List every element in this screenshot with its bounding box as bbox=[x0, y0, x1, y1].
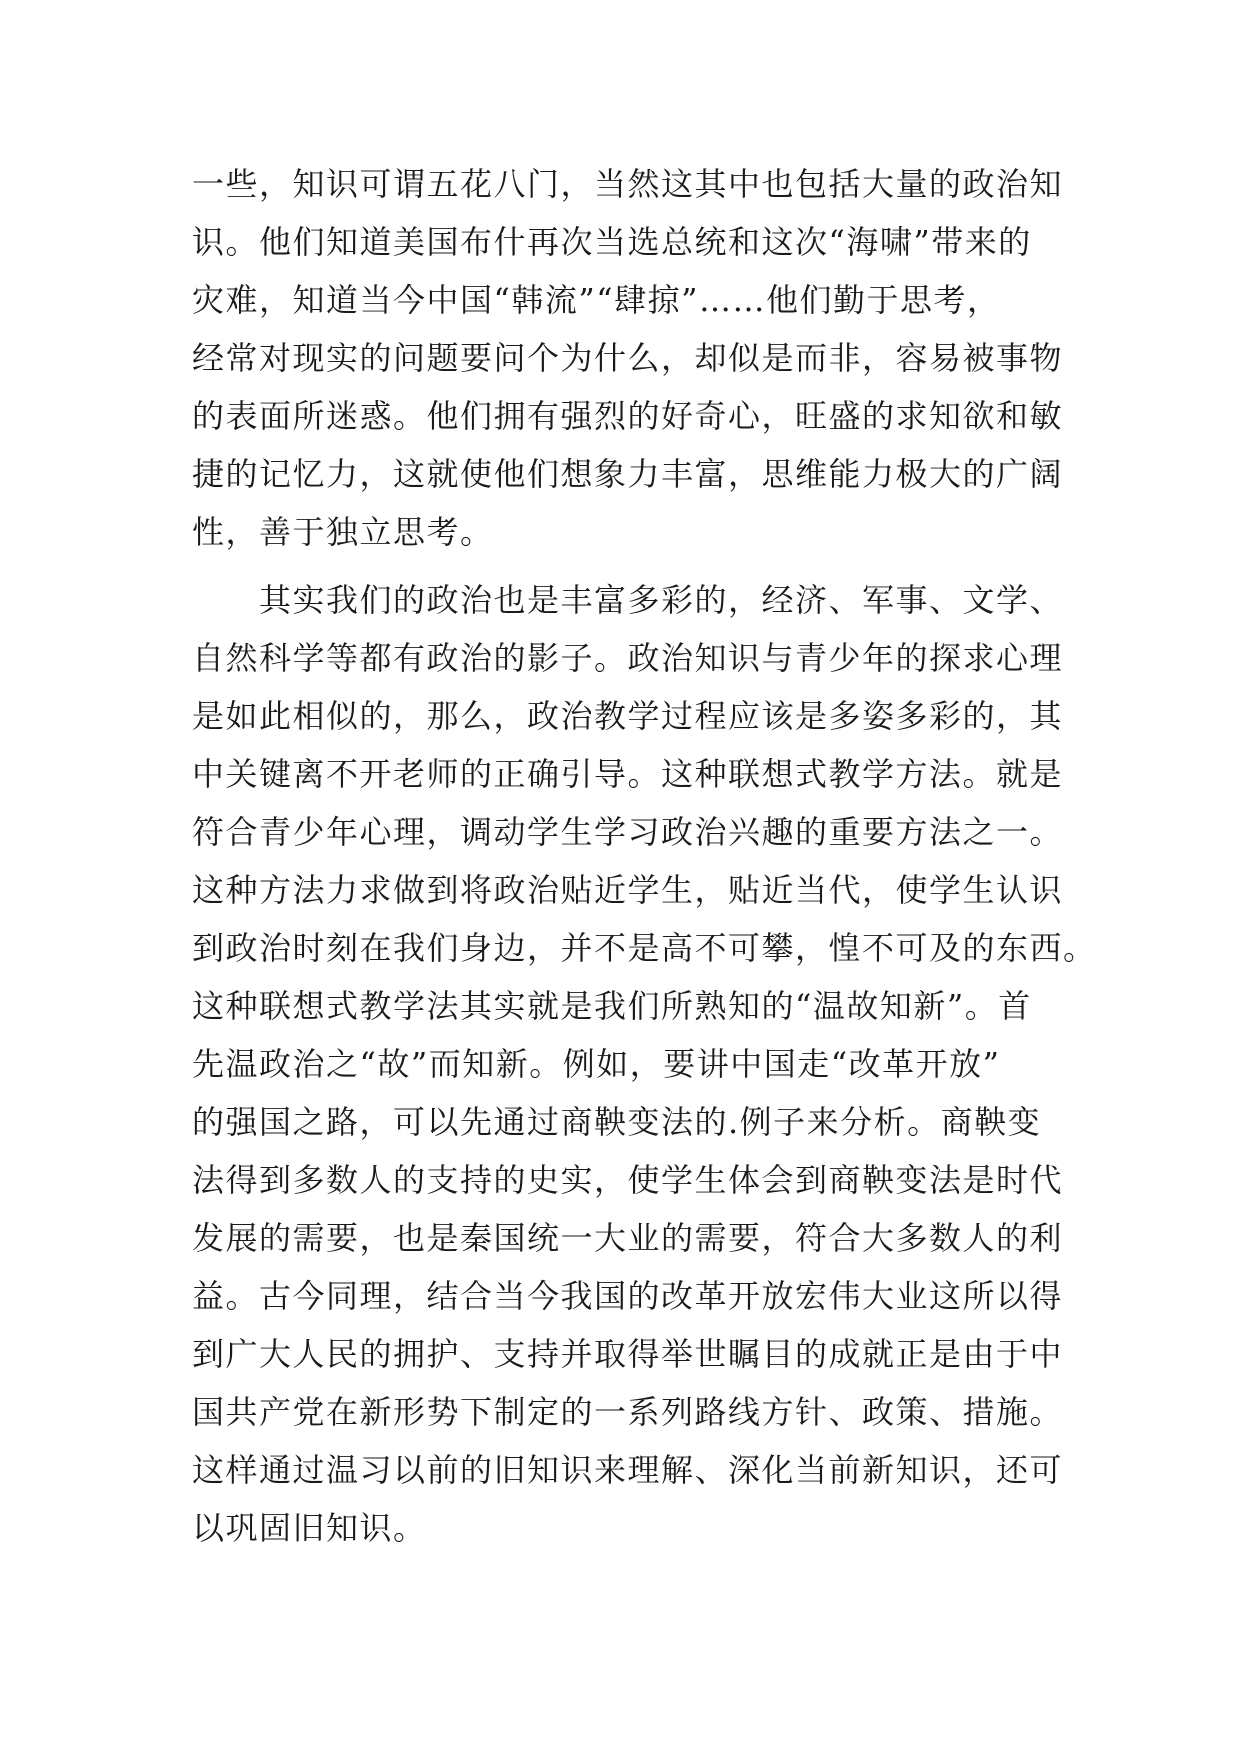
text-line: 这样通过温习以前的旧知识来理解、深化当前新知识，还可 bbox=[192, 1451, 1064, 1489]
text-line: 是如此相似的，那么，政治教学过程应该是多姿多彩的，其 bbox=[192, 697, 1064, 735]
text-line: 到政治时刻在我们身边，并不是高不可攀，惶不可及的东西。 bbox=[192, 929, 1097, 967]
text-line: 其实我们的政治也是丰富多彩的，经济、军事、文学、 bbox=[192, 581, 1064, 619]
text-line: 性，善于独立思考。 bbox=[192, 513, 494, 551]
text-line: 自然科学等都有政治的影子。政治知识与青少年的探求心理 bbox=[192, 639, 1064, 677]
text-line: 法得到多数人的支持的史实，使学生体会到商鞅变法是时代 bbox=[192, 1161, 1064, 1199]
text-line: 到广大人民的拥护、支持并取得举世瞩目的成就正是由于中 bbox=[192, 1335, 1064, 1373]
text-line: 以巩固旧知识。 bbox=[192, 1509, 427, 1547]
text-line: 的表面所迷惑。他们拥有强烈的好奇心，旺盛的求知欲和敏 bbox=[192, 397, 1064, 435]
text-line: 先温政治之“故”而知新。例如，要讲中国走“改革开放” bbox=[192, 1045, 1001, 1083]
text-line: 发展的需要，也是秦国统一大业的需要，符合大多数人的利 bbox=[192, 1219, 1064, 1257]
text-line: 这种方法力求做到将政治贴近学生，贴近当代，使学生认识 bbox=[192, 871, 1064, 909]
text-line: 灾难，知道当今中国“韩流”“肆掠”……他们勤于思考， bbox=[192, 281, 1001, 319]
text-line: 一些，知识可谓五花八门，当然这其中也包括大量的政治知 bbox=[192, 165, 1064, 203]
text-line: 国共产党在新形势下制定的一系列路线方针、政策、措施。 bbox=[192, 1393, 1064, 1431]
paragraph-1 bbox=[192, 155, 1072, 561]
paragraph-2 bbox=[192, 571, 1097, 1557]
text-line: 益。古今同理，结合当今我国的改革开放宏伟大业这所以得 bbox=[192, 1277, 1064, 1315]
text-line: 的强国之路，可以先通过商鞅变法的.例子来分析。商鞅变 bbox=[192, 1103, 1042, 1141]
text-line: 经常对现实的问题要问个为什么，却似是而非，容易被事物 bbox=[192, 339, 1064, 377]
text-line: 捷的记忆力，这就使他们想象力丰富，思维能力极大的广阔 bbox=[192, 455, 1064, 493]
text-line: 识。他们知道美国布什再次当选总统和这次“海啸”带来的 bbox=[192, 223, 1032, 261]
text-line: 这种联想式教学法其实就是我们所熟知的“温故知新”。首 bbox=[192, 987, 1032, 1025]
paragraph-spacer bbox=[192, 561, 1072, 571]
text-line: 符合青少年心理，调动学生学习政治兴趣的重要方法之一。 bbox=[192, 813, 1064, 851]
text-line: 中关键离不开老师的正确引导。这种联想式教学方法。就是 bbox=[192, 755, 1064, 793]
body-text bbox=[192, 155, 1097, 1557]
